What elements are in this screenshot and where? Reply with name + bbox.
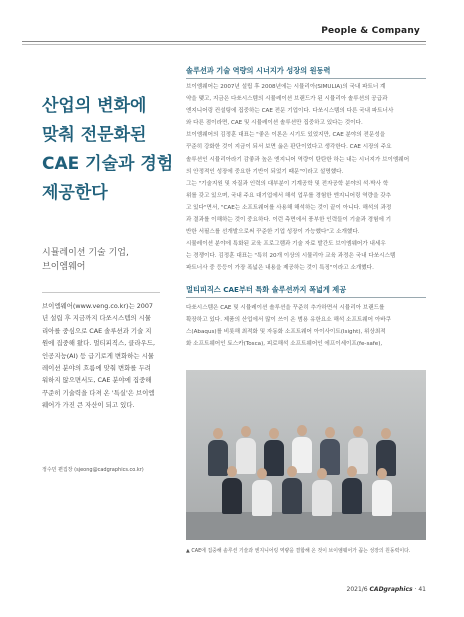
deck-rule <box>42 292 160 293</box>
intro-line: 워하지 않으면서도, CAE 분야에 집중해 <box>42 376 152 385</box>
body-line: 엔지니어링 컨설팅에 집중하는 CAE 전문 기업이다. 다쏘시스템의 다른 국내 파트너사 <box>186 108 394 115</box>
person-figure <box>342 466 362 514</box>
section2-rule <box>186 297 426 298</box>
person-figure <box>252 468 272 516</box>
body-line: 의 안정적인 성장에 중요한 기반이 되었기 때문"이라고 설명했다. <box>186 168 344 175</box>
body-line: 는 경쟁이다. 김정훈 대표는 "특히 20개 이상의 시뮬리아 교육 과정은 국내 다쏘시스템 <box>186 253 396 260</box>
intro-line: 꾸준히 기술력을 다져 온 '특실'은 브이엠 <box>42 388 155 397</box>
body-line: 약을 맺고, 지금은 다쏘시스템의 시뮬레이션 브랜드가 된 시뮬리아 솔루션의 공급과 <box>186 96 388 103</box>
body-line: 위를 갖고 있으며, 국내 주요 대기업에서 해석 업무를 경험한 엔지니어링 역량을 갖추 <box>186 192 392 199</box>
intro-line: 리아를 중심으로 CAE 솔루션과 기술 지 <box>42 326 152 335</box>
group-photo <box>186 370 426 540</box>
body-line: 브이엠웨어의 김정훈 대표는 "좋은 이론은 시기도 있었지만, CAE 분야의 전문성을 <box>186 132 386 139</box>
deck-line: 시뮬레이션 기술 기업, <box>42 248 129 258</box>
person-figure <box>222 466 242 514</box>
person-figure <box>282 466 302 514</box>
photo-caption: ▲ CAE에 집중해 솔루션 기술과 엔지니어링 역량을 결합해 온 것이 브이엠웨어가 꼽는 성장의 원동력이다. <box>186 548 411 554</box>
intro-line: 웨어가 가진 큰 자산이 되고 있다. <box>42 401 135 410</box>
body-line: 브이엠웨어는 2007년 설립 후 2008년에는 시뮬리아(SIMULIA)의 국내 파트너 계 <box>186 84 386 90</box>
body-line: 확장하고 있다. 제품의 산업에서 많이 쓰이 온 범용 유한요소 해석 소프트웨어 아바쿠 <box>186 317 392 324</box>
headline <box>42 92 174 208</box>
section-label: People & Company <box>321 26 420 36</box>
page-footer <box>347 586 427 593</box>
footer-date: 2021/6 <box>346 586 368 593</box>
deck-line: 브이엠웨어 <box>42 262 86 272</box>
headline-line: 맞춰 전문화된 <box>42 125 147 145</box>
body-line: 그는 "기술지원 및 자질과 인력의 대부분이 기계공학 및 전자공학 분야의 석·박사 학 <box>186 180 389 187</box>
section1-rule <box>186 78 426 79</box>
body-line: 와 다른 점이라면, CAE 및 시뮬레이션 솔루션만 집중하고 있다는 것이다. <box>186 120 363 127</box>
person-figure <box>312 468 332 516</box>
section1-body <box>186 81 426 275</box>
headline-line: CAE 기술과 경험 <box>42 154 174 174</box>
body-line: 다쏘시스템은 CAE 및 시뮬레이션 솔루션을 꾸준히 추가하면서 시뮬리아 브랜드를 <box>186 305 385 311</box>
intro-line: 브이엠웨어(www.veng.co.kr)는 2007 <box>42 302 153 310</box>
body-line: 스(Abaqus)를 비롯해 최적화 및 자동화 소프트웨어 아이사이트(Isight), 위상최적 <box>186 329 386 336</box>
footer-brand: CADgraphics <box>369 586 413 593</box>
intro-line: 레이션 분야의 흐름에 맞춰 변화를 두려 <box>42 364 151 373</box>
body-line: 과 결과를 이해하는 것이 중요하다. 이런 측면에서 풍부한 인력들이 기술과 경험에 기 <box>186 217 392 224</box>
body-line: 시뮬레이션 분야에 특화된 교육 프로그램과 기술 자료 발간도 브이엠웨어가 내세우 <box>186 241 386 248</box>
intro-line: 원에 집중해 왔다. 멀티피직스, 클라우드, <box>42 339 155 348</box>
person-figure <box>372 468 392 516</box>
section1-title: 솔루션과 기술 역량의 시너지가 성장의 원동력 <box>186 66 331 75</box>
photo-floor <box>186 512 426 540</box>
headline-line: 제공한다 <box>42 183 108 203</box>
deck <box>42 246 160 274</box>
body-line: 파트너사 중 등등이 가장 폭넓은 내용을 제공하는 것이 특징"이라고 소개했다. <box>186 265 374 272</box>
intro-line: 년 설립 후 지금까지 다쏘시스템의 시뮬 <box>42 314 151 323</box>
headline-line: 산업의 변화에 <box>42 96 147 116</box>
section2-title: 멀티피직스 CAE부터 특화 솔루션까지 폭넓게 제공 <box>186 285 347 294</box>
page-number: · 41 <box>414 586 426 593</box>
header-rule <box>22 41 426 42</box>
header-rule-secondary <box>22 44 426 45</box>
body-line: 고 있다"면서, "CAE는 소프트웨어를 사용해 해석하는 것이 끝이 아니다. 해석의 과정 <box>186 204 392 211</box>
intro-paragraph <box>42 300 165 412</box>
body-line: 화 소프트웨어인 토스카(Tosca), 피로해석 소프트웨어인 에프이세이프(fe-safe), <box>186 341 383 348</box>
byline: 정수민 편집장 (sjeong@cadgraphics.co.kr) <box>42 467 144 473</box>
body-line: 꾸준히 강화한 것이 지금이 되서 보면 옳은 판단이었다고 생각한다. CAE 시장의 주요 <box>186 144 392 151</box>
body-line: 솔루션인 시뮬리아라기 감좋과 높은 엔지니어 역량이 탄탄한 하는 내는 시너지가 브이엠웨어 <box>186 156 410 163</box>
intro-line: 인공지능(AI) 등 급기로게 변화하는 시뮬 <box>42 351 154 360</box>
section2-body <box>186 302 426 350</box>
body-line: 반한 서필스를 선개발으로써 꾸준한 기업 성장이 가능했다"고 소개했다. <box>186 229 360 236</box>
